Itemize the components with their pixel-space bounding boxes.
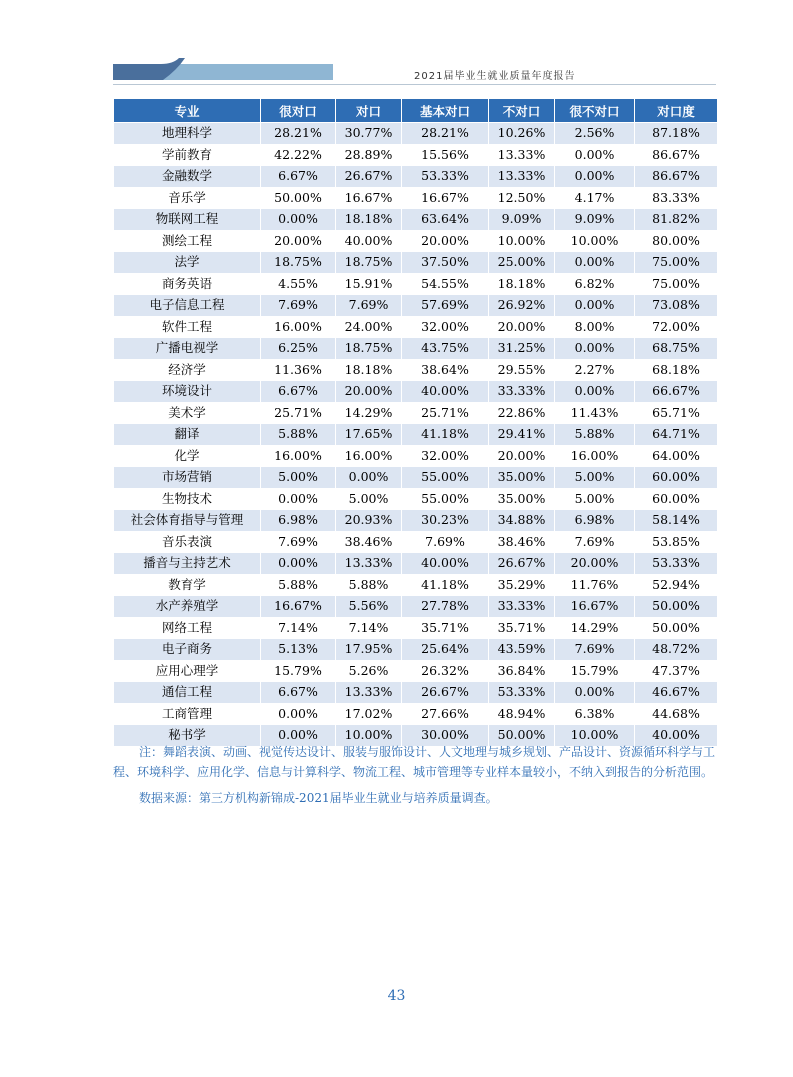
percent-cell: 27.78% xyxy=(402,596,489,618)
percent-cell: 25.64% xyxy=(402,639,489,661)
percent-cell: 5.88% xyxy=(261,424,336,446)
percent-cell: 5.26% xyxy=(336,660,402,682)
major-name-cell: 物联网工程 xyxy=(114,209,261,231)
percent-cell: 55.00% xyxy=(402,488,489,510)
percent-cell: 16.00% xyxy=(261,445,336,467)
table-row xyxy=(114,316,718,338)
percent-cell: 35.00% xyxy=(489,488,555,510)
percent-cell: 57.69% xyxy=(402,295,489,317)
percent-cell: 28.89% xyxy=(336,144,402,166)
percent-cell: 20.00% xyxy=(261,230,336,252)
table-row xyxy=(114,273,718,295)
table-row xyxy=(114,574,718,596)
percent-cell: 7.14% xyxy=(261,617,336,639)
major-name-cell: 金融数学 xyxy=(114,166,261,188)
percent-cell: 7.69% xyxy=(555,639,635,661)
percent-cell: 40.00% xyxy=(336,230,402,252)
percent-cell: 83.33% xyxy=(635,187,718,209)
percent-cell: 20.00% xyxy=(489,445,555,467)
percent-cell: 47.37% xyxy=(635,660,718,682)
percent-cell: 26.67% xyxy=(489,553,555,575)
data-source: 数据来源：第三方机构新锦成-2021届毕业生就业与培养质量调查。 xyxy=(139,791,498,805)
percent-cell: 68.18% xyxy=(635,359,718,381)
percent-cell: 20.00% xyxy=(555,553,635,575)
percent-cell: 20.00% xyxy=(336,381,402,403)
table-row xyxy=(114,252,718,274)
percent-cell: 2.56% xyxy=(555,123,635,145)
percent-cell: 13.33% xyxy=(489,166,555,188)
major-name-cell: 网络工程 xyxy=(114,617,261,639)
percent-cell: 35.00% xyxy=(489,467,555,489)
major-name-cell: 工商管理 xyxy=(114,703,261,725)
percent-cell: 16.00% xyxy=(261,316,336,338)
percent-cell: 2.27% xyxy=(555,359,635,381)
percent-cell: 40.00% xyxy=(402,553,489,575)
percent-cell: 10.26% xyxy=(489,123,555,145)
percent-cell: 54.55% xyxy=(402,273,489,295)
percent-cell: 28.21% xyxy=(261,123,336,145)
percent-cell: 5.00% xyxy=(555,467,635,489)
percent-cell: 6.25% xyxy=(261,338,336,360)
percent-cell: 42.22% xyxy=(261,144,336,166)
percent-cell: 50.00% xyxy=(261,187,336,209)
table-row xyxy=(114,402,718,424)
percent-cell: 13.33% xyxy=(489,144,555,166)
percent-cell: 17.02% xyxy=(336,703,402,725)
percent-cell: 31.25% xyxy=(489,338,555,360)
percent-cell: 73.08% xyxy=(635,295,718,317)
percent-cell: 75.00% xyxy=(635,273,718,295)
major-name-cell: 社会体育指导与管理 xyxy=(114,510,261,532)
percent-cell: 6.67% xyxy=(261,166,336,188)
major-name-cell: 教育学 xyxy=(114,574,261,596)
percent-cell: 5.13% xyxy=(261,639,336,661)
percent-cell: 6.98% xyxy=(555,510,635,532)
percent-cell: 32.00% xyxy=(402,445,489,467)
percent-cell: 12.50% xyxy=(489,187,555,209)
percent-cell: 68.75% xyxy=(635,338,718,360)
table-row xyxy=(114,187,718,209)
percent-cell: 35.71% xyxy=(402,617,489,639)
percent-cell: 25.71% xyxy=(402,402,489,424)
percent-cell: 18.75% xyxy=(336,252,402,274)
percent-cell: 13.33% xyxy=(336,553,402,575)
percent-cell: 0.00% xyxy=(555,295,635,317)
percent-cell: 6.38% xyxy=(555,703,635,725)
major-name-cell: 地理科学 xyxy=(114,123,261,145)
percent-cell: 0.00% xyxy=(555,252,635,274)
major-name-cell: 电子信息工程 xyxy=(114,295,261,317)
percent-cell: 24.00% xyxy=(336,316,402,338)
percent-cell: 14.29% xyxy=(336,402,402,424)
major-name-cell: 市场营销 xyxy=(114,467,261,489)
percent-cell: 41.18% xyxy=(402,424,489,446)
major-match-table xyxy=(113,98,718,747)
percent-cell: 7.69% xyxy=(261,295,336,317)
major-name-cell: 学前教育 xyxy=(114,144,261,166)
percent-cell: 0.00% xyxy=(261,725,336,747)
percent-cell: 0.00% xyxy=(555,144,635,166)
percent-cell: 20.00% xyxy=(402,230,489,252)
percent-cell: 18.75% xyxy=(336,338,402,360)
major-name-cell: 环境设计 xyxy=(114,381,261,403)
percent-cell: 26.67% xyxy=(402,682,489,704)
percent-cell: 30.77% xyxy=(336,123,402,145)
percent-cell: 0.00% xyxy=(261,553,336,575)
percent-cell: 52.94% xyxy=(635,574,718,596)
column-header: 不对口 xyxy=(489,99,555,123)
column-header: 专业 xyxy=(114,99,261,123)
major-name-cell: 化学 xyxy=(114,445,261,467)
table-row xyxy=(114,617,718,639)
percent-cell: 16.67% xyxy=(555,596,635,618)
percent-cell: 6.67% xyxy=(261,682,336,704)
percent-cell: 9.09% xyxy=(555,209,635,231)
table-row xyxy=(114,381,718,403)
percent-cell: 53.85% xyxy=(635,531,718,553)
table-row xyxy=(114,488,718,510)
percent-cell: 27.66% xyxy=(402,703,489,725)
table-row xyxy=(114,209,718,231)
percent-cell: 43.75% xyxy=(402,338,489,360)
percent-cell: 0.00% xyxy=(555,381,635,403)
percent-cell: 11.43% xyxy=(555,402,635,424)
table-header-row xyxy=(114,99,718,123)
percent-cell: 4.55% xyxy=(261,273,336,295)
column-header: 对口 xyxy=(336,99,402,123)
header-divider xyxy=(113,84,716,85)
major-name-cell: 测绘工程 xyxy=(114,230,261,252)
column-header: 对口度 xyxy=(635,99,718,123)
percent-cell: 18.18% xyxy=(336,359,402,381)
percent-cell: 34.88% xyxy=(489,510,555,532)
percent-cell: 11.36% xyxy=(261,359,336,381)
percent-cell: 50.00% xyxy=(635,596,718,618)
percent-cell: 29.41% xyxy=(489,424,555,446)
major-name-cell: 音乐表演 xyxy=(114,531,261,553)
percent-cell: 7.69% xyxy=(555,531,635,553)
column-header: 基本对口 xyxy=(402,99,489,123)
percent-cell: 50.00% xyxy=(489,725,555,747)
percent-cell: 58.14% xyxy=(635,510,718,532)
table-row xyxy=(114,424,718,446)
percent-cell: 38.46% xyxy=(489,531,555,553)
percent-cell: 66.67% xyxy=(635,381,718,403)
percent-cell: 10.00% xyxy=(336,725,402,747)
percent-cell: 87.18% xyxy=(635,123,718,145)
percent-cell: 44.68% xyxy=(635,703,718,725)
percent-cell: 40.00% xyxy=(635,725,718,747)
percent-cell: 33.33% xyxy=(489,596,555,618)
percent-cell: 80.00% xyxy=(635,230,718,252)
percent-cell: 37.50% xyxy=(402,252,489,274)
table-row xyxy=(114,359,718,381)
percent-cell: 15.79% xyxy=(555,660,635,682)
major-name-cell: 翻译 xyxy=(114,424,261,446)
major-name-cell: 商务英语 xyxy=(114,273,261,295)
table-row xyxy=(114,682,718,704)
percent-cell: 5.00% xyxy=(336,488,402,510)
percent-cell: 7.69% xyxy=(261,531,336,553)
percent-cell: 0.00% xyxy=(555,682,635,704)
percent-cell: 18.18% xyxy=(489,273,555,295)
table-row xyxy=(114,445,718,467)
percent-cell: 18.75% xyxy=(261,252,336,274)
percent-cell: 16.00% xyxy=(555,445,635,467)
percent-cell: 17.65% xyxy=(336,424,402,446)
percent-cell: 9.09% xyxy=(489,209,555,231)
percent-cell: 28.21% xyxy=(402,123,489,145)
percent-cell: 16.67% xyxy=(336,187,402,209)
percent-cell: 64.00% xyxy=(635,445,718,467)
table-row xyxy=(114,553,718,575)
major-name-cell: 播音与主持艺术 xyxy=(114,553,261,575)
percent-cell: 0.00% xyxy=(261,209,336,231)
percent-cell: 14.29% xyxy=(555,617,635,639)
percent-cell: 15.91% xyxy=(336,273,402,295)
percent-cell: 0.00% xyxy=(261,488,336,510)
percent-cell: 41.18% xyxy=(402,574,489,596)
percent-cell: 48.94% xyxy=(489,703,555,725)
percent-cell: 72.00% xyxy=(635,316,718,338)
percent-cell: 64.71% xyxy=(635,424,718,446)
percent-cell: 0.00% xyxy=(555,338,635,360)
percent-cell: 8.00% xyxy=(555,316,635,338)
percent-cell: 4.17% xyxy=(555,187,635,209)
percent-cell: 26.67% xyxy=(336,166,402,188)
footnote: 注：舞蹈表演、动画、视觉传达设计、服装与服饰设计、人文地理与城乡规划、产品设计、资源循环科学与工程、环境科学、应用化学、信息与计算科学、物流工程、城市管理等专业样本量较小，不纳入到报告的分析范围。 xyxy=(113,745,716,779)
percent-cell: 53.33% xyxy=(402,166,489,188)
percent-cell: 7.14% xyxy=(336,617,402,639)
percent-cell: 5.88% xyxy=(336,574,402,596)
table-row xyxy=(114,338,718,360)
percent-cell: 26.92% xyxy=(489,295,555,317)
percent-cell: 15.79% xyxy=(261,660,336,682)
major-name-cell: 通信工程 xyxy=(114,682,261,704)
percent-cell: 29.55% xyxy=(489,359,555,381)
percent-cell: 0.00% xyxy=(336,467,402,489)
table-row xyxy=(114,660,718,682)
percent-cell: 6.98% xyxy=(261,510,336,532)
percent-cell: 86.67% xyxy=(635,166,718,188)
percent-cell: 5.00% xyxy=(261,467,336,489)
percent-cell: 10.00% xyxy=(489,230,555,252)
percent-cell: 5.56% xyxy=(336,596,402,618)
percent-cell: 17.95% xyxy=(336,639,402,661)
major-name-cell: 电子商务 xyxy=(114,639,261,661)
percent-cell: 35.29% xyxy=(489,574,555,596)
percent-cell: 10.00% xyxy=(555,725,635,747)
table-row xyxy=(114,166,718,188)
percent-cell: 46.67% xyxy=(635,682,718,704)
percent-cell: 16.67% xyxy=(261,596,336,618)
percent-cell: 35.71% xyxy=(489,617,555,639)
percent-cell: 25.00% xyxy=(489,252,555,274)
percent-cell: 63.64% xyxy=(402,209,489,231)
percent-cell: 5.88% xyxy=(261,574,336,596)
column-header: 很不对口 xyxy=(555,99,635,123)
percent-cell: 32.00% xyxy=(402,316,489,338)
table-row xyxy=(114,230,718,252)
percent-cell: 11.76% xyxy=(555,574,635,596)
table-row xyxy=(114,639,718,661)
major-name-cell: 广播电视学 xyxy=(114,338,261,360)
percent-cell: 6.67% xyxy=(261,381,336,403)
percent-cell: 0.00% xyxy=(261,703,336,725)
table-row xyxy=(114,703,718,725)
percent-cell: 55.00% xyxy=(402,467,489,489)
percent-cell: 36.84% xyxy=(489,660,555,682)
percent-cell: 13.33% xyxy=(336,682,402,704)
percent-cell: 16.00% xyxy=(336,445,402,467)
percent-cell: 60.00% xyxy=(635,467,718,489)
page-number: 43 xyxy=(387,988,406,1004)
column-header: 很对口 xyxy=(261,99,336,123)
percent-cell: 0.00% xyxy=(555,166,635,188)
table-row xyxy=(114,144,718,166)
percent-cell: 65.71% xyxy=(635,402,718,424)
table-row xyxy=(114,467,718,489)
percent-cell: 18.18% xyxy=(336,209,402,231)
percent-cell: 5.00% xyxy=(555,488,635,510)
percent-cell: 5.88% xyxy=(555,424,635,446)
major-name-cell: 软件工程 xyxy=(114,316,261,338)
percent-cell: 30.23% xyxy=(402,510,489,532)
table-notes xyxy=(113,742,717,808)
major-name-cell: 音乐学 xyxy=(114,187,261,209)
percent-cell: 50.00% xyxy=(635,617,718,639)
percent-cell: 86.67% xyxy=(635,144,718,166)
major-name-cell: 美术学 xyxy=(114,402,261,424)
table-row xyxy=(114,596,718,618)
table-row xyxy=(114,295,718,317)
major-name-cell: 经济学 xyxy=(114,359,261,381)
percent-cell: 20.00% xyxy=(489,316,555,338)
major-name-cell: 生物技术 xyxy=(114,488,261,510)
percent-cell: 60.00% xyxy=(635,488,718,510)
percent-cell: 53.33% xyxy=(489,682,555,704)
percent-cell: 38.46% xyxy=(336,531,402,553)
percent-cell: 7.69% xyxy=(336,295,402,317)
percent-cell: 38.64% xyxy=(402,359,489,381)
percent-cell: 10.00% xyxy=(555,230,635,252)
percent-cell: 16.67% xyxy=(402,187,489,209)
percent-cell: 15.56% xyxy=(402,144,489,166)
percent-cell: 53.33% xyxy=(635,553,718,575)
major-name-cell: 法学 xyxy=(114,252,261,274)
percent-cell: 25.71% xyxy=(261,402,336,424)
percent-cell: 7.69% xyxy=(402,531,489,553)
percent-cell: 75.00% xyxy=(635,252,718,274)
percent-cell: 6.82% xyxy=(555,273,635,295)
table-row xyxy=(114,531,718,553)
major-name-cell: 水产养殖学 xyxy=(114,596,261,618)
percent-cell: 33.33% xyxy=(489,381,555,403)
percent-cell: 43.59% xyxy=(489,639,555,661)
percent-cell: 22.86% xyxy=(489,402,555,424)
table-row xyxy=(114,123,718,145)
header-title: 2021届毕业生就业质量年度报告 xyxy=(414,71,576,82)
major-name-cell: 应用心理学 xyxy=(114,660,261,682)
percent-cell: 30.00% xyxy=(402,725,489,747)
percent-cell: 81.82% xyxy=(635,209,718,231)
table-row xyxy=(114,510,718,532)
percent-cell: 26.32% xyxy=(402,660,489,682)
major-name-cell: 秘书学 xyxy=(114,725,261,747)
percent-cell: 20.93% xyxy=(336,510,402,532)
header-logo-swoosh xyxy=(113,58,193,86)
percent-cell: 40.00% xyxy=(402,381,489,403)
percent-cell: 48.72% xyxy=(635,639,718,661)
